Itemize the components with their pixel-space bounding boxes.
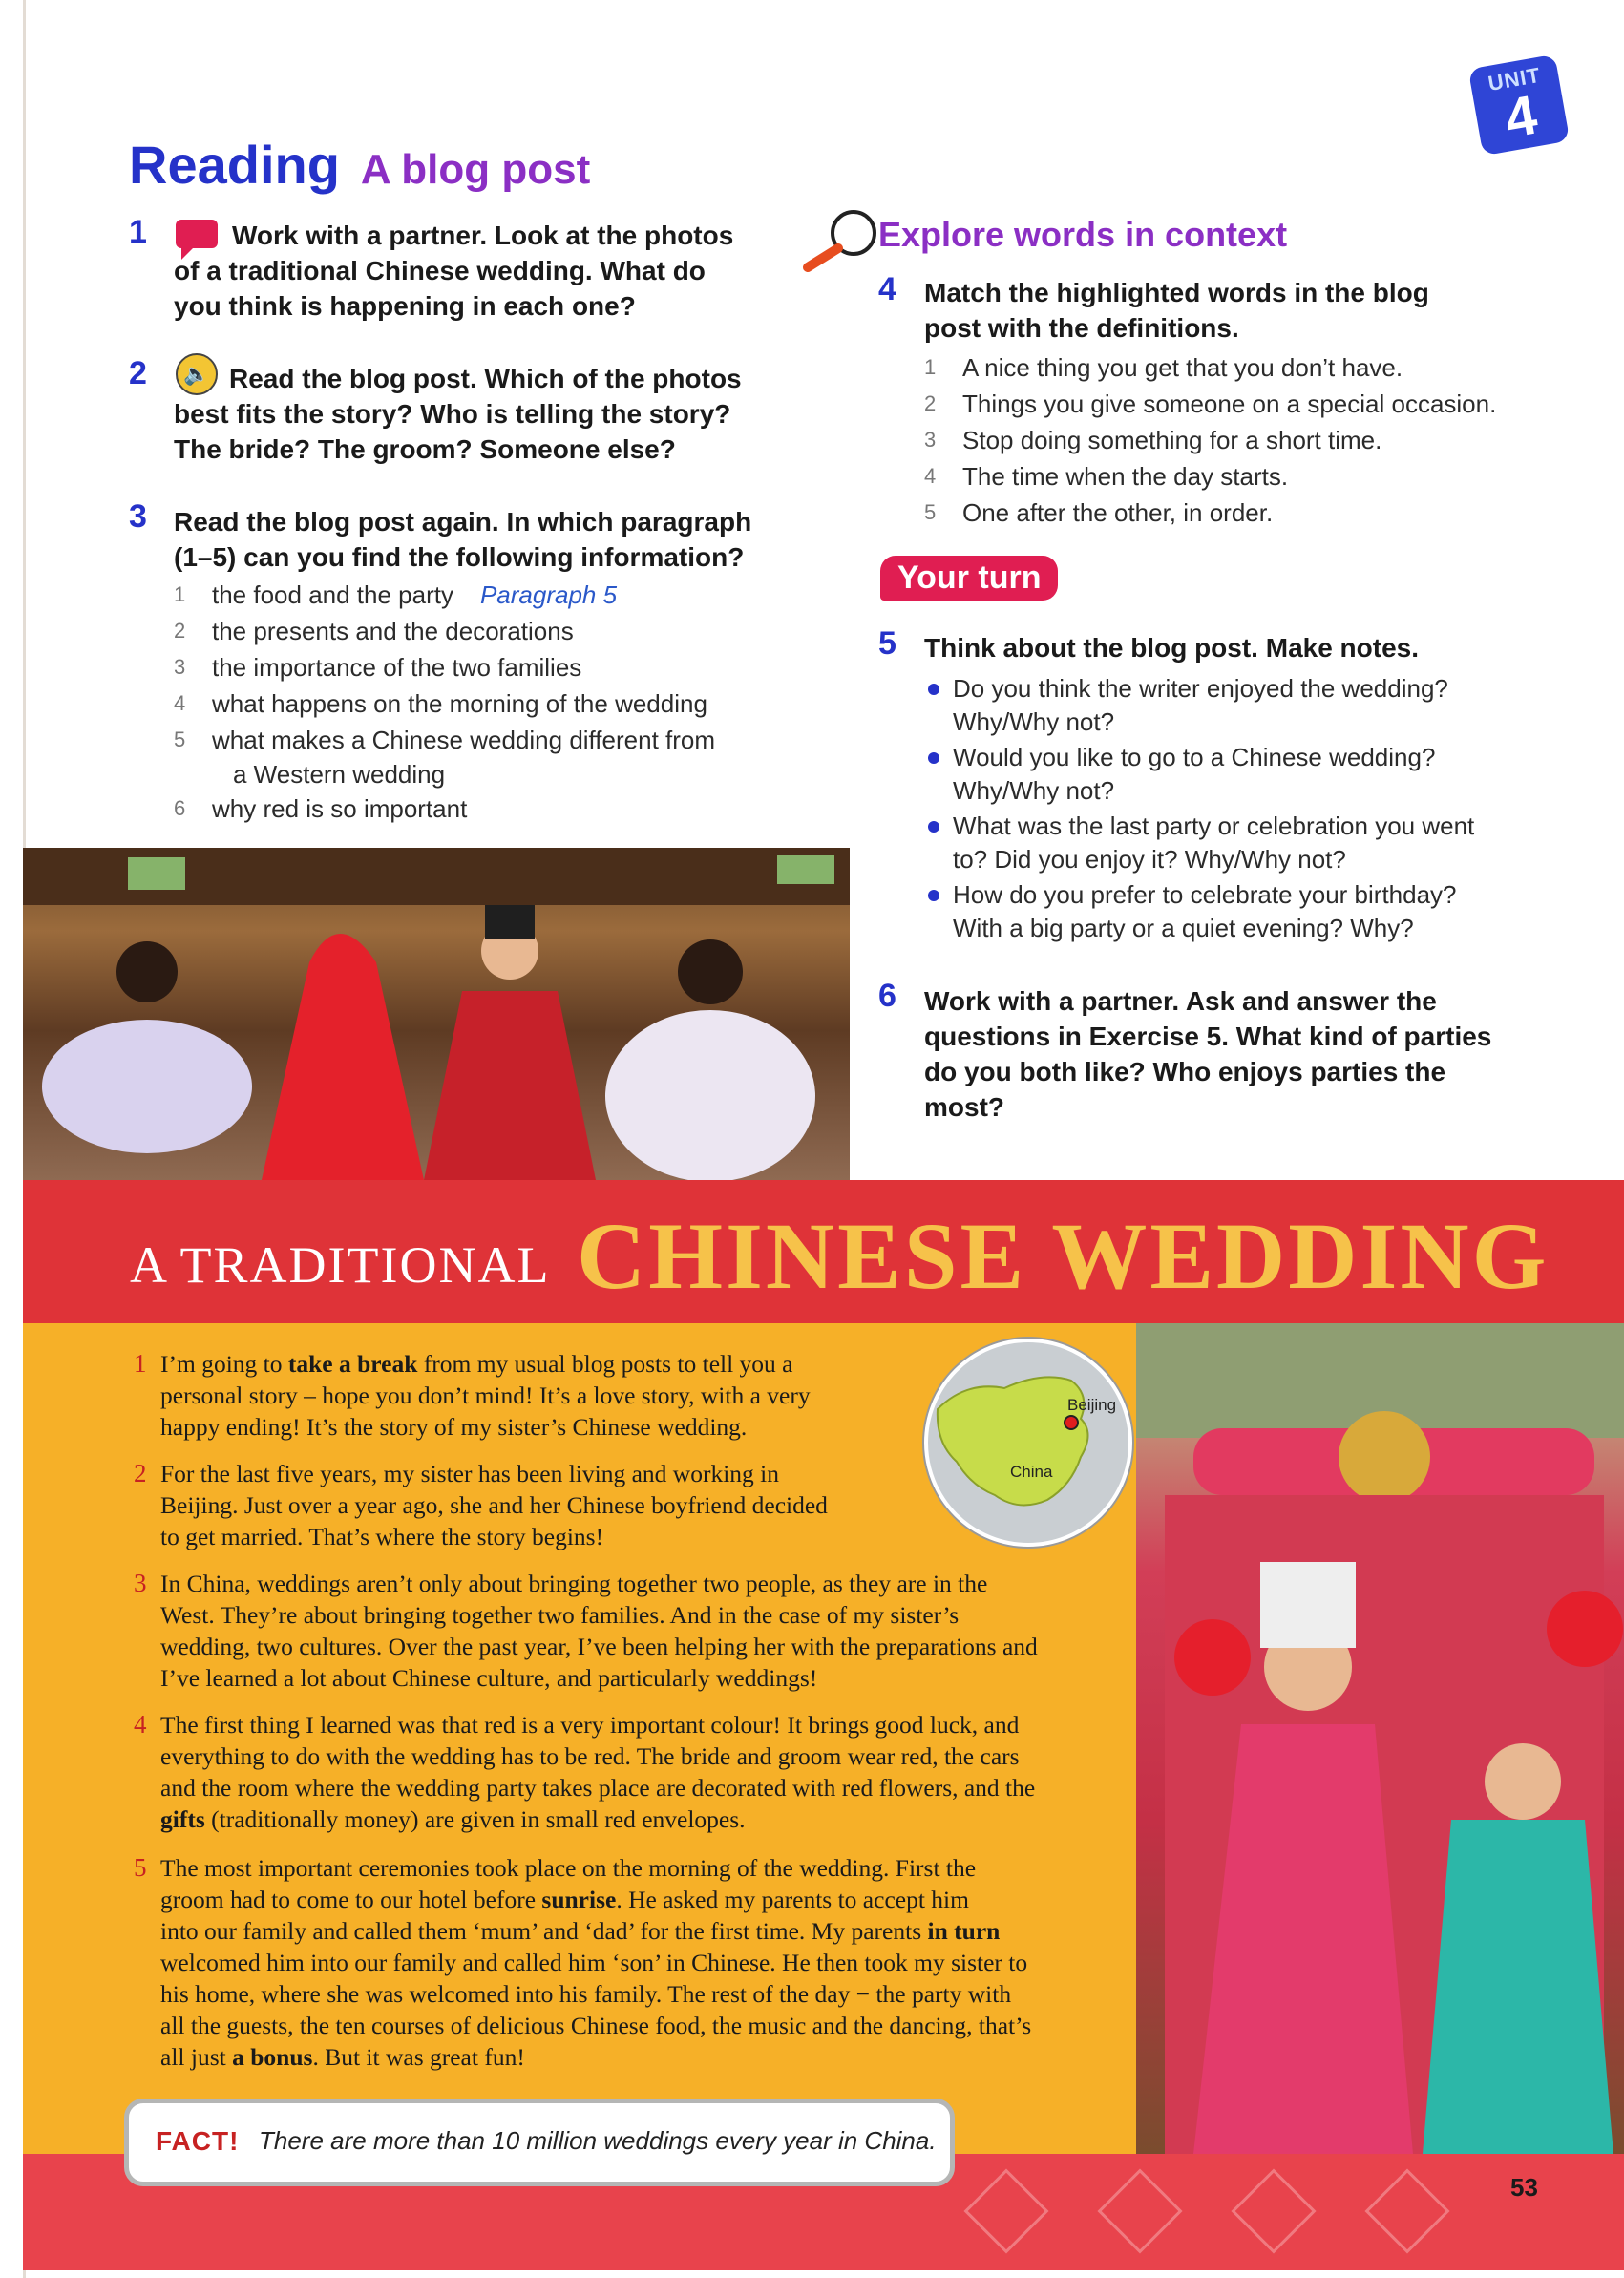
fact-box [124,2099,955,2186]
blog-paragraph-5: 5 The most important ceremonies took place on the morning of the wedding. First the groom had to come to our hotel before sunrise. He asked my parents to accept him into our family and called them ‘mum’ and ‘dad’ for the first time. My parents in turn welcomed him into our family and called him ‘son’ in Chinese. He then took my sister to his home, where she was welcomed into his family. The rest of the day − the party with all the guests, the ten courses of delicious Chinese food, the music and the dancing, that’s all just a bonus. But it was great fun! [134,1853,1032,2071]
exercise-6-number: 6 [878,978,896,1014]
list-item: 4 what happens on the morning of the wedding [174,689,707,718]
exercise-4-items [924,349,1592,531]
audio-speaker-icon[interactable]: 🔈 [176,353,218,395]
blog-paragraph-4: 4 The first thing I learned was that red is a very important colour! It brings good luck, and everything to do with the wedding has to be red. The bride and groom wear red, the cars and the room where the wedding party takes place are decorated with red flowers, and the gifts (traditionally money) are given in small red envelopes. [134,1710,1036,1833]
section-heading [129,134,590,196]
highlighted-word: sunrise [541,1886,617,1913]
exercise-3-items [174,577,842,827]
exercise-1-line3: you think is happening in each one? [174,291,636,321]
heading-title: Reading [129,135,340,195]
list-item: Do you think the writer enjoyed the wedding? Why/Why not? [924,672,1535,739]
magnifier-icon [800,208,886,275]
highlighted-word: in turn [927,1917,1001,1945]
exercise-2-line1: Read the blog post. Which of the photos [229,364,742,393]
highlighted-word: gifts [160,1805,205,1833]
unit-badge [1468,54,1571,157]
your-turn-tag: Your turn [880,556,1058,601]
exercise-3-line2: (1–5) can you find the following information? [174,542,745,572]
exercise-6-line1: Work with a partner. Ask and answer the [924,986,1437,1016]
exercise-1-line1: Work with a partner. Look at the photos [232,221,734,250]
title-banner [23,1180,1624,1323]
list-item: 6 why red is so important [174,794,468,823]
highlighted-word: a bonus [232,2043,313,2071]
exercise-5-bullets [924,672,1535,947]
map-label-beijing: Beijing [1067,1396,1117,1414]
blog-paragraph-3: 3 In China, weddings aren’t only about bringing together two people, as they are in the West. They’re about bringing together two families. And in the case of my sister’s wedding, two cultures. Over the past year, I’ve been helping her with the preparations and I’ve learned a lot about Chinese culture, and particularly weddings! [134,1569,1038,1692]
exercise-2-number: 2 [129,355,147,391]
list-item: 3 Stop doing something for a short time. [924,426,1382,454]
list-item: 1 the food and the party Paragraph 5 [174,580,618,609]
banner-title-small: A TRADITIONAL [130,1236,551,1294]
exercise-6-line2: questions in Exercise 5. What kind of parties [924,1022,1492,1051]
exercise-1-line2: of a traditional Chinese wedding. What do [174,256,706,285]
exercise-6-line4: most? [924,1092,1004,1122]
exercise-2-line3: The bride? The groom? Someone else? [174,434,676,464]
china-map-inset [924,1339,1132,1547]
explore-heading: Explore words in context [878,215,1288,254]
heading-subtitle: A blog post [360,146,591,193]
list-item: 3 the importance of the two families [174,653,582,682]
speech-bubble-icon [176,220,218,248]
list-item: 1 A nice thing you get that you don’t have. [924,353,1403,382]
list-item: 2 Things you give someone on a special occasion. [924,390,1497,418]
unit-label: UNIT [1486,62,1543,96]
banner-title-big: CHINESE WEDDING [577,1203,1550,1309]
exercise-4-number: 4 [878,271,896,307]
exercise-1-number: 1 [129,214,147,250]
exercise-3-line1: Read the blog post again. In which paragraph [174,507,752,537]
example-answer: Paragraph 5 [479,580,618,609]
fact-text: There are more than 10 million weddings every year in China. [259,2126,937,2155]
list-item: 5 what makes a Chinese wedding different from a Western wedding [174,726,716,789]
highlighted-word: take a break [287,1350,418,1378]
list-item: What was the last party or celebration you went to? Did you enjoy it? Why/Why not? [924,810,1535,876]
exercise-2-line2: best fits the story? Who is telling the story? [174,399,731,429]
list-item: How do you prefer to celebrate your birthday? With a big party or a quiet evening? Why? [924,878,1535,945]
blog-paragraph-2: 2 For the last five years, my sister has been living and working in Beijing. Just over a year ago, she and her Chinese boyfriend decided to get married. That’s where the story begins! [134,1459,828,1550]
unit-number: 4 [1500,83,1542,151]
exercise-3-number: 3 [129,498,147,535]
blog-paragraph-1: 1 I’m going to take a break from my usual blog posts to tell you a personal story – hope you don’t mind! It’s a love story, with a very happy ending! It’s the story of my sister’s Chinese wedding. [134,1349,811,1441]
exercise-6-line3: do you both like? Who enjoys parties the [924,1057,1446,1086]
exercise-5-text: Think about the blog post. Make notes. [924,633,1420,663]
list-item: 5 One after the other, in order. [924,498,1274,527]
exercise-5-number: 5 [878,625,896,662]
list-item: Would you like to go to a Chinese wedding? Why/Why not? [924,741,1535,808]
fact-label: FACT! [156,2126,240,2156]
wedding-ceremony-photo [23,848,850,1180]
list-item: 4 The time when the day starts. [924,462,1289,491]
exercise-4-line1: Match the highlighted words in the blog [924,278,1429,307]
list-item: 2 the presents and the decorations [174,617,574,645]
exercise-4-line2: post with the definitions. [924,313,1239,343]
bride-groom-sedan-photo [1136,1323,1624,2154]
page-number: 53 [1510,2173,1538,2202]
map-label-china: China [1010,1463,1053,1481]
